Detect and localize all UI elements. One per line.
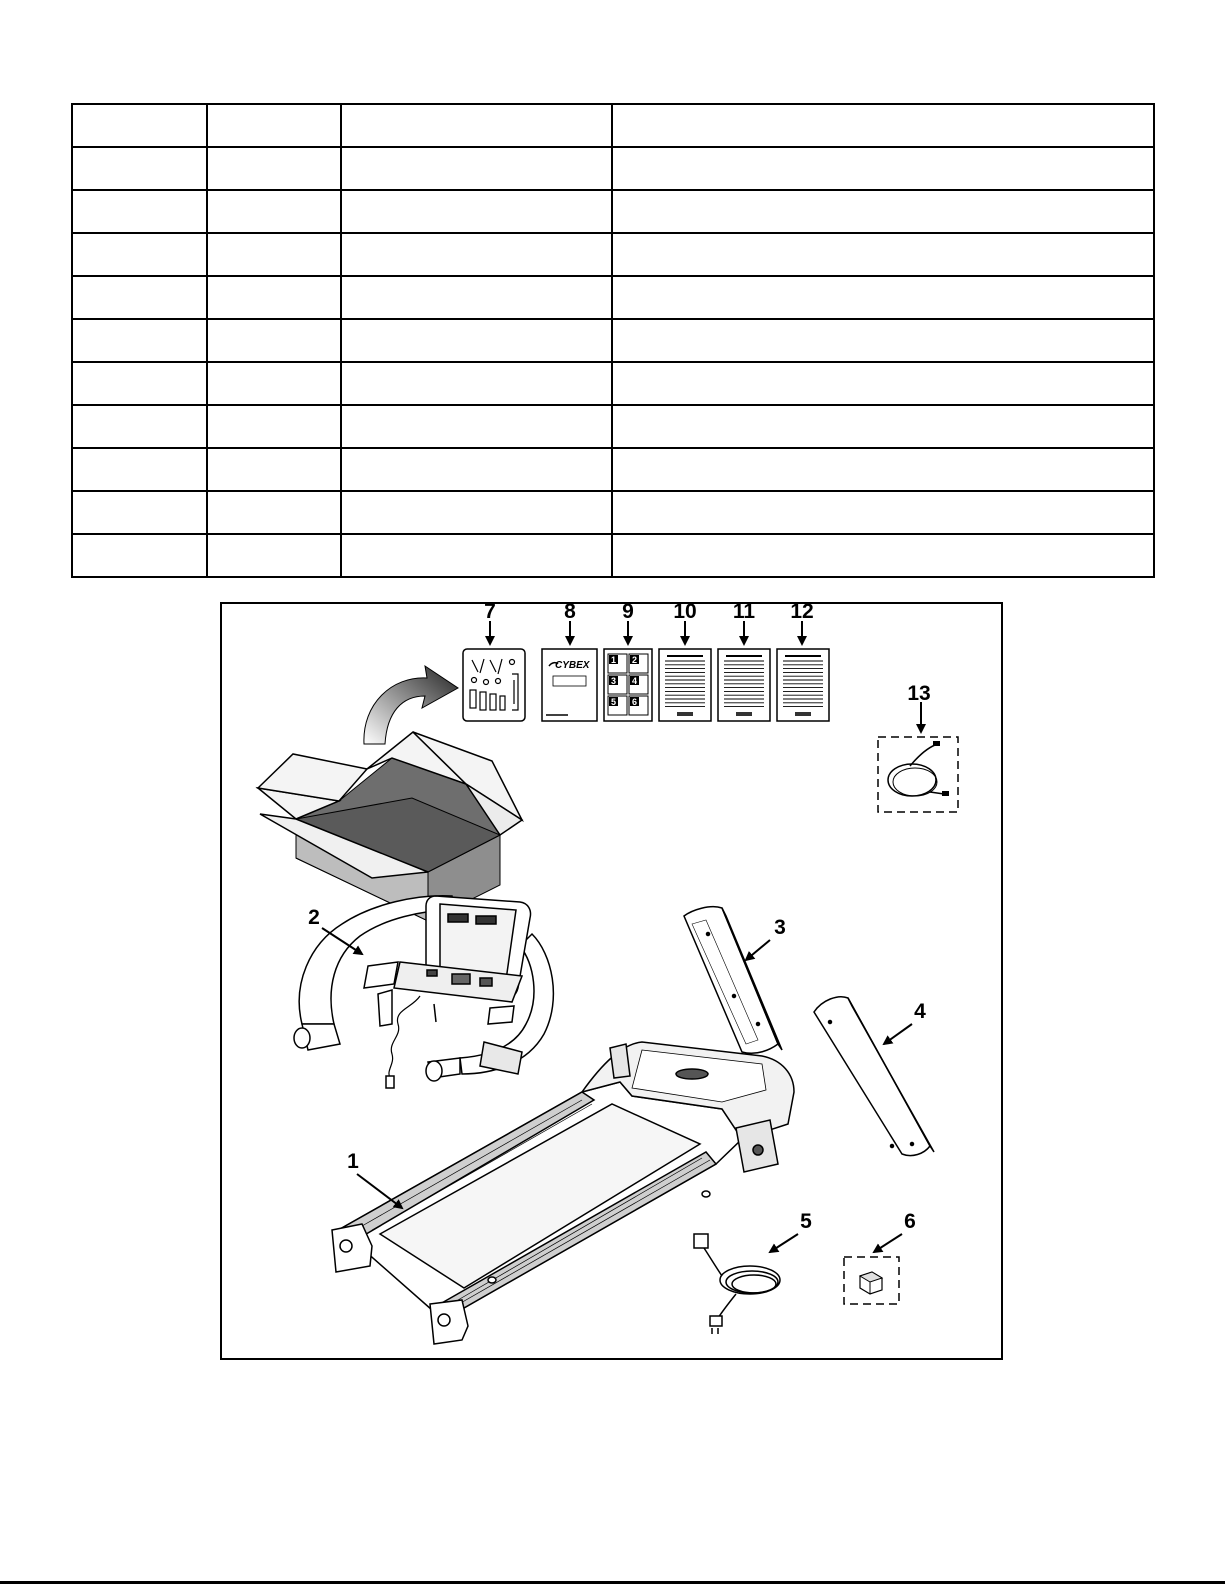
- table-cell: [612, 491, 1154, 534]
- contents-illustration: [222, 604, 1005, 1362]
- table-cell: [341, 276, 612, 319]
- table-row: [72, 147, 1154, 190]
- table-cell: [341, 405, 612, 448]
- table-cell: [207, 190, 341, 233]
- table-cell: [72, 190, 207, 233]
- table-cell: [72, 362, 207, 405]
- table-cell: [341, 190, 612, 233]
- table-cell: [612, 319, 1154, 362]
- table-cell: [207, 104, 341, 147]
- table-cell: [72, 319, 207, 362]
- callout-7: 7: [484, 604, 496, 623]
- shipping-box: [258, 732, 522, 921]
- power-cord: [694, 1234, 780, 1334]
- table-row: [72, 491, 1154, 534]
- callout-3: 3: [774, 916, 786, 939]
- document-sheet: [777, 649, 829, 721]
- table-cell: [207, 319, 341, 362]
- grid-number: 4: [631, 676, 638, 686]
- table-cell: [341, 362, 612, 405]
- callout-1: 1: [347, 1150, 359, 1173]
- table-cell: [72, 534, 207, 577]
- table-row: [72, 276, 1154, 319]
- callout-4: 4: [914, 1000, 926, 1023]
- table-cell: [341, 104, 612, 147]
- table-cell: [207, 147, 341, 190]
- table-row: [72, 104, 1154, 147]
- table-cell: [612, 534, 1154, 577]
- table-cell: [612, 362, 1154, 405]
- table-cell: [207, 233, 341, 276]
- table-cell: [341, 319, 612, 362]
- curved-arrow-icon: [364, 666, 458, 744]
- grid-number: 6: [631, 697, 638, 707]
- contents-figure: [220, 602, 1003, 1360]
- table-cell: [207, 448, 341, 491]
- table-cell: [72, 448, 207, 491]
- owners-manual-cover: [542, 649, 597, 721]
- coiled-data-cable: [878, 737, 958, 812]
- table-cell: [207, 491, 341, 534]
- table-cell: [72, 491, 207, 534]
- table-cell: [72, 405, 207, 448]
- grid-number: 3: [610, 676, 617, 686]
- console-assembly: [294, 896, 553, 1088]
- table-cell: [72, 147, 207, 190]
- callout-9: 9: [622, 604, 634, 623]
- footer-rule: [0, 1581, 1225, 1584]
- callout-5: 5: [800, 1210, 812, 1233]
- table-cell: [207, 362, 341, 405]
- table-cell: [612, 276, 1154, 319]
- table-cell: [72, 104, 207, 147]
- grid-number: 1: [610, 655, 617, 665]
- table-cell: [612, 405, 1154, 448]
- table-cell: [341, 448, 612, 491]
- table-cell: [612, 448, 1154, 491]
- table-row: [72, 319, 1154, 362]
- table-cell: [612, 104, 1154, 147]
- small-connector-part: [844, 1257, 899, 1304]
- grid-number: 2: [631, 655, 638, 665]
- document-sheet: [659, 649, 711, 721]
- table-cell: [612, 190, 1154, 233]
- hardware-kit-bag: [463, 649, 525, 721]
- table-row: [72, 362, 1154, 405]
- table-cell: [612, 233, 1154, 276]
- table-cell: [72, 233, 207, 276]
- table-row: [72, 534, 1154, 577]
- callout-10: 10: [673, 604, 697, 623]
- parts-table: [71, 103, 1155, 578]
- left-upright: [684, 907, 782, 1054]
- document-sheets: [659, 649, 829, 721]
- callout-8: 8: [564, 604, 576, 623]
- table-row: [72, 190, 1154, 233]
- table-cell: [341, 233, 612, 276]
- brand-logo-text: CYBEX: [555, 660, 590, 671]
- callout-2: 2: [308, 906, 320, 929]
- callout-12: 12: [790, 604, 814, 623]
- callout-6: 6: [904, 1210, 916, 1233]
- document-sheet: [718, 649, 770, 721]
- table-cell: [341, 491, 612, 534]
- table-cell: [207, 534, 341, 577]
- table-cell: [72, 276, 207, 319]
- table-cell: [341, 534, 612, 577]
- callout-13: 13: [907, 682, 931, 705]
- table-row: [72, 233, 1154, 276]
- grid-number: 5: [610, 697, 617, 707]
- table-cell: [341, 147, 612, 190]
- table-cell: [207, 276, 341, 319]
- table-cell: [612, 147, 1154, 190]
- parts-table-body: [72, 104, 1154, 577]
- quick-start-sheet: [604, 649, 652, 721]
- table-row: [72, 448, 1154, 491]
- table-cell: [207, 405, 341, 448]
- table-row: [72, 405, 1154, 448]
- treadmill-base: [332, 1042, 794, 1344]
- callout-11: 11: [732, 604, 756, 623]
